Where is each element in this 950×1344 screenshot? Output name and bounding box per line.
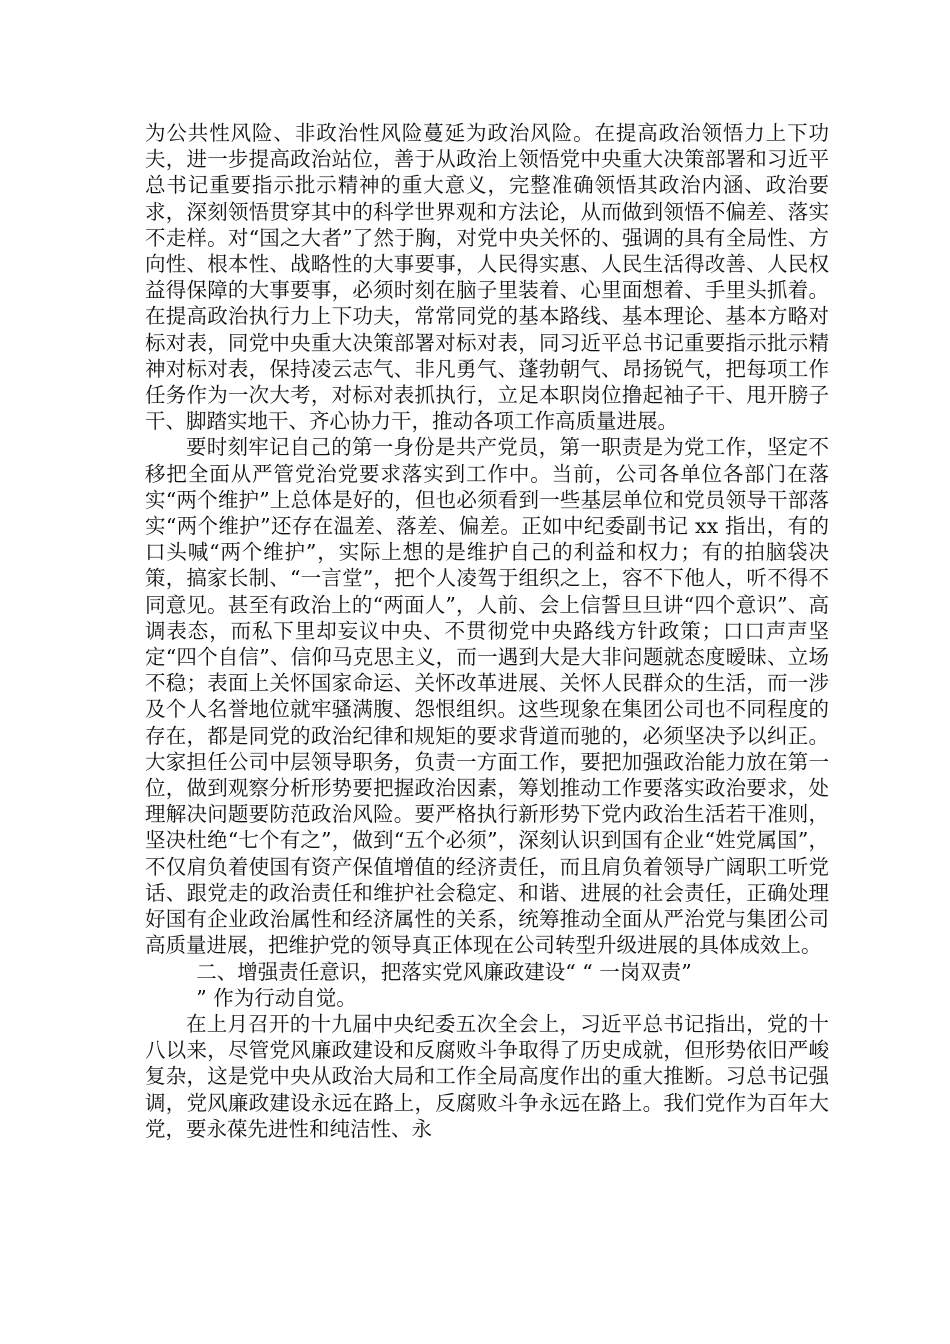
section-heading-line-1: 二、增强责任意识，把落实党风廉政建设“ “ 一岗双责” [196, 959, 692, 984]
document-page [145, 120, 829, 1142]
section-heading [145, 959, 829, 1011]
paragraph-2: 要时刻牢记自己的第一身份是共产党员，第一职责是为党工作，坚定不移把全面从严管党治党要求落实到工作中。当前，公司各单位各部门在落实“两个维护”上总体是好的，但也必须看到一些基层单位和党员领导干部落实“两个维护”还存在温差、落差、偏差。正如中纪委副书记 xx 指出，有的口头喊“两个维护”，实际上想的是维护自己的利益和权力；有的拍脑袋决策，搞家长制、“一言堂”，把个人凌驾于组织之上，容不下他人，听不得不同意见。甚至有政治上的“两面人”，人前、会上信誓旦旦讲“四个意识”、高调表态，而私下里却妄议中央、不贯彻党中央路线方针政策；口口声声坚定“四个自信”、信仰马克思主义，而一遇到大是大非问题就态度暧昧、立场不稳；表面上关怀国家命运、关怀改革进展、关怀人民群众的生活，而一涉及个人名誉地位就牢骚满腹、怨恨组织。这些现象在集团公司也不同程度的存在，都是同党的政治纪律和规矩的要求背道而驰的，必须坚决予以纠正。大家担任公司中层领导职务，负责一方面工作，要把加强政治能力放在第一位，做到观察分析形势要把握政治因素，筹划推动工作要落实政治要求，处理解决问题要防范政治风险。要严格执行新形势下党内政治生活若干准则，坚决杜绝“七个有之”，做到“五个必须”，深刻认识到国有企业“姓党属国”，不仅肩负着使国有资产保值增值的经济责任，而且肩负着领导广阔职工听党话、跟党走的政治责任和维护社会稳定、和谐、进展的社会责任，正确处理好国有企业政治属性和经济属性的关系，统筹推动全面从严治党与集团公司高质量进展，把维护党的领导真正体现在公司转型升级进展的具体成效上。 [145, 435, 829, 958]
paragraph-3: 在上月召开的十九届中央纪委五次全会上，习近平总书记指出，党的十八以来，尽管党风廉政建设和反腐败斗争取得了历史成就，但形势依旧严峻复杂，这是党中央从政治大局和工作全局高度作出的重大推断。习总书记强调，党风廉政建设永远在路上，反腐败斗争永远在路上。我们党作为百年大党，要永葆先进性和纯洁性、永 [145, 1011, 829, 1141]
paragraph-1: 为公共性风险、非政治性风险蔓延为政治风险。在提高政治领悟力上下功夫，进一步提高政治站位，善于从政治上领悟党中央重大决策部署和习近平总书记重要指示批示精神的重大意义，完整准确领悟其政治内涵、政治要求，深刻领悟贯穿其中的科学世界观和方法论，从而做到领悟不偏差、落实不走样。对“国之大者”了然于胸，对党中央关怀的、强调的具有全局性、方向性、根本性、战略性的大事要事，人民得实惠、人民生活得改善、人民权益得保障的大事要事，必须时刻在脑子里装着、心里面想着、手里头抓着。在提高政治执行力上下功夫，常常同党的基本路线、基本理论、基本方略对标对表，同党中央重大决策部署对标对表，同习近平总书记重要指示批示精神对标对表，保持凌云志气、非凡勇气、蓬勃朝气、昂扬锐气，把每项工作任务作为一次大考，对标对表抓执行，立足本职岗位撸起袖子干、甩开膀子干、脚踏实地干、齐心协力干，推动各项工作高质量进展。 [145, 121, 829, 434]
section-heading-line-2: ” 作为行动自觉。 [196, 985, 357, 1010]
